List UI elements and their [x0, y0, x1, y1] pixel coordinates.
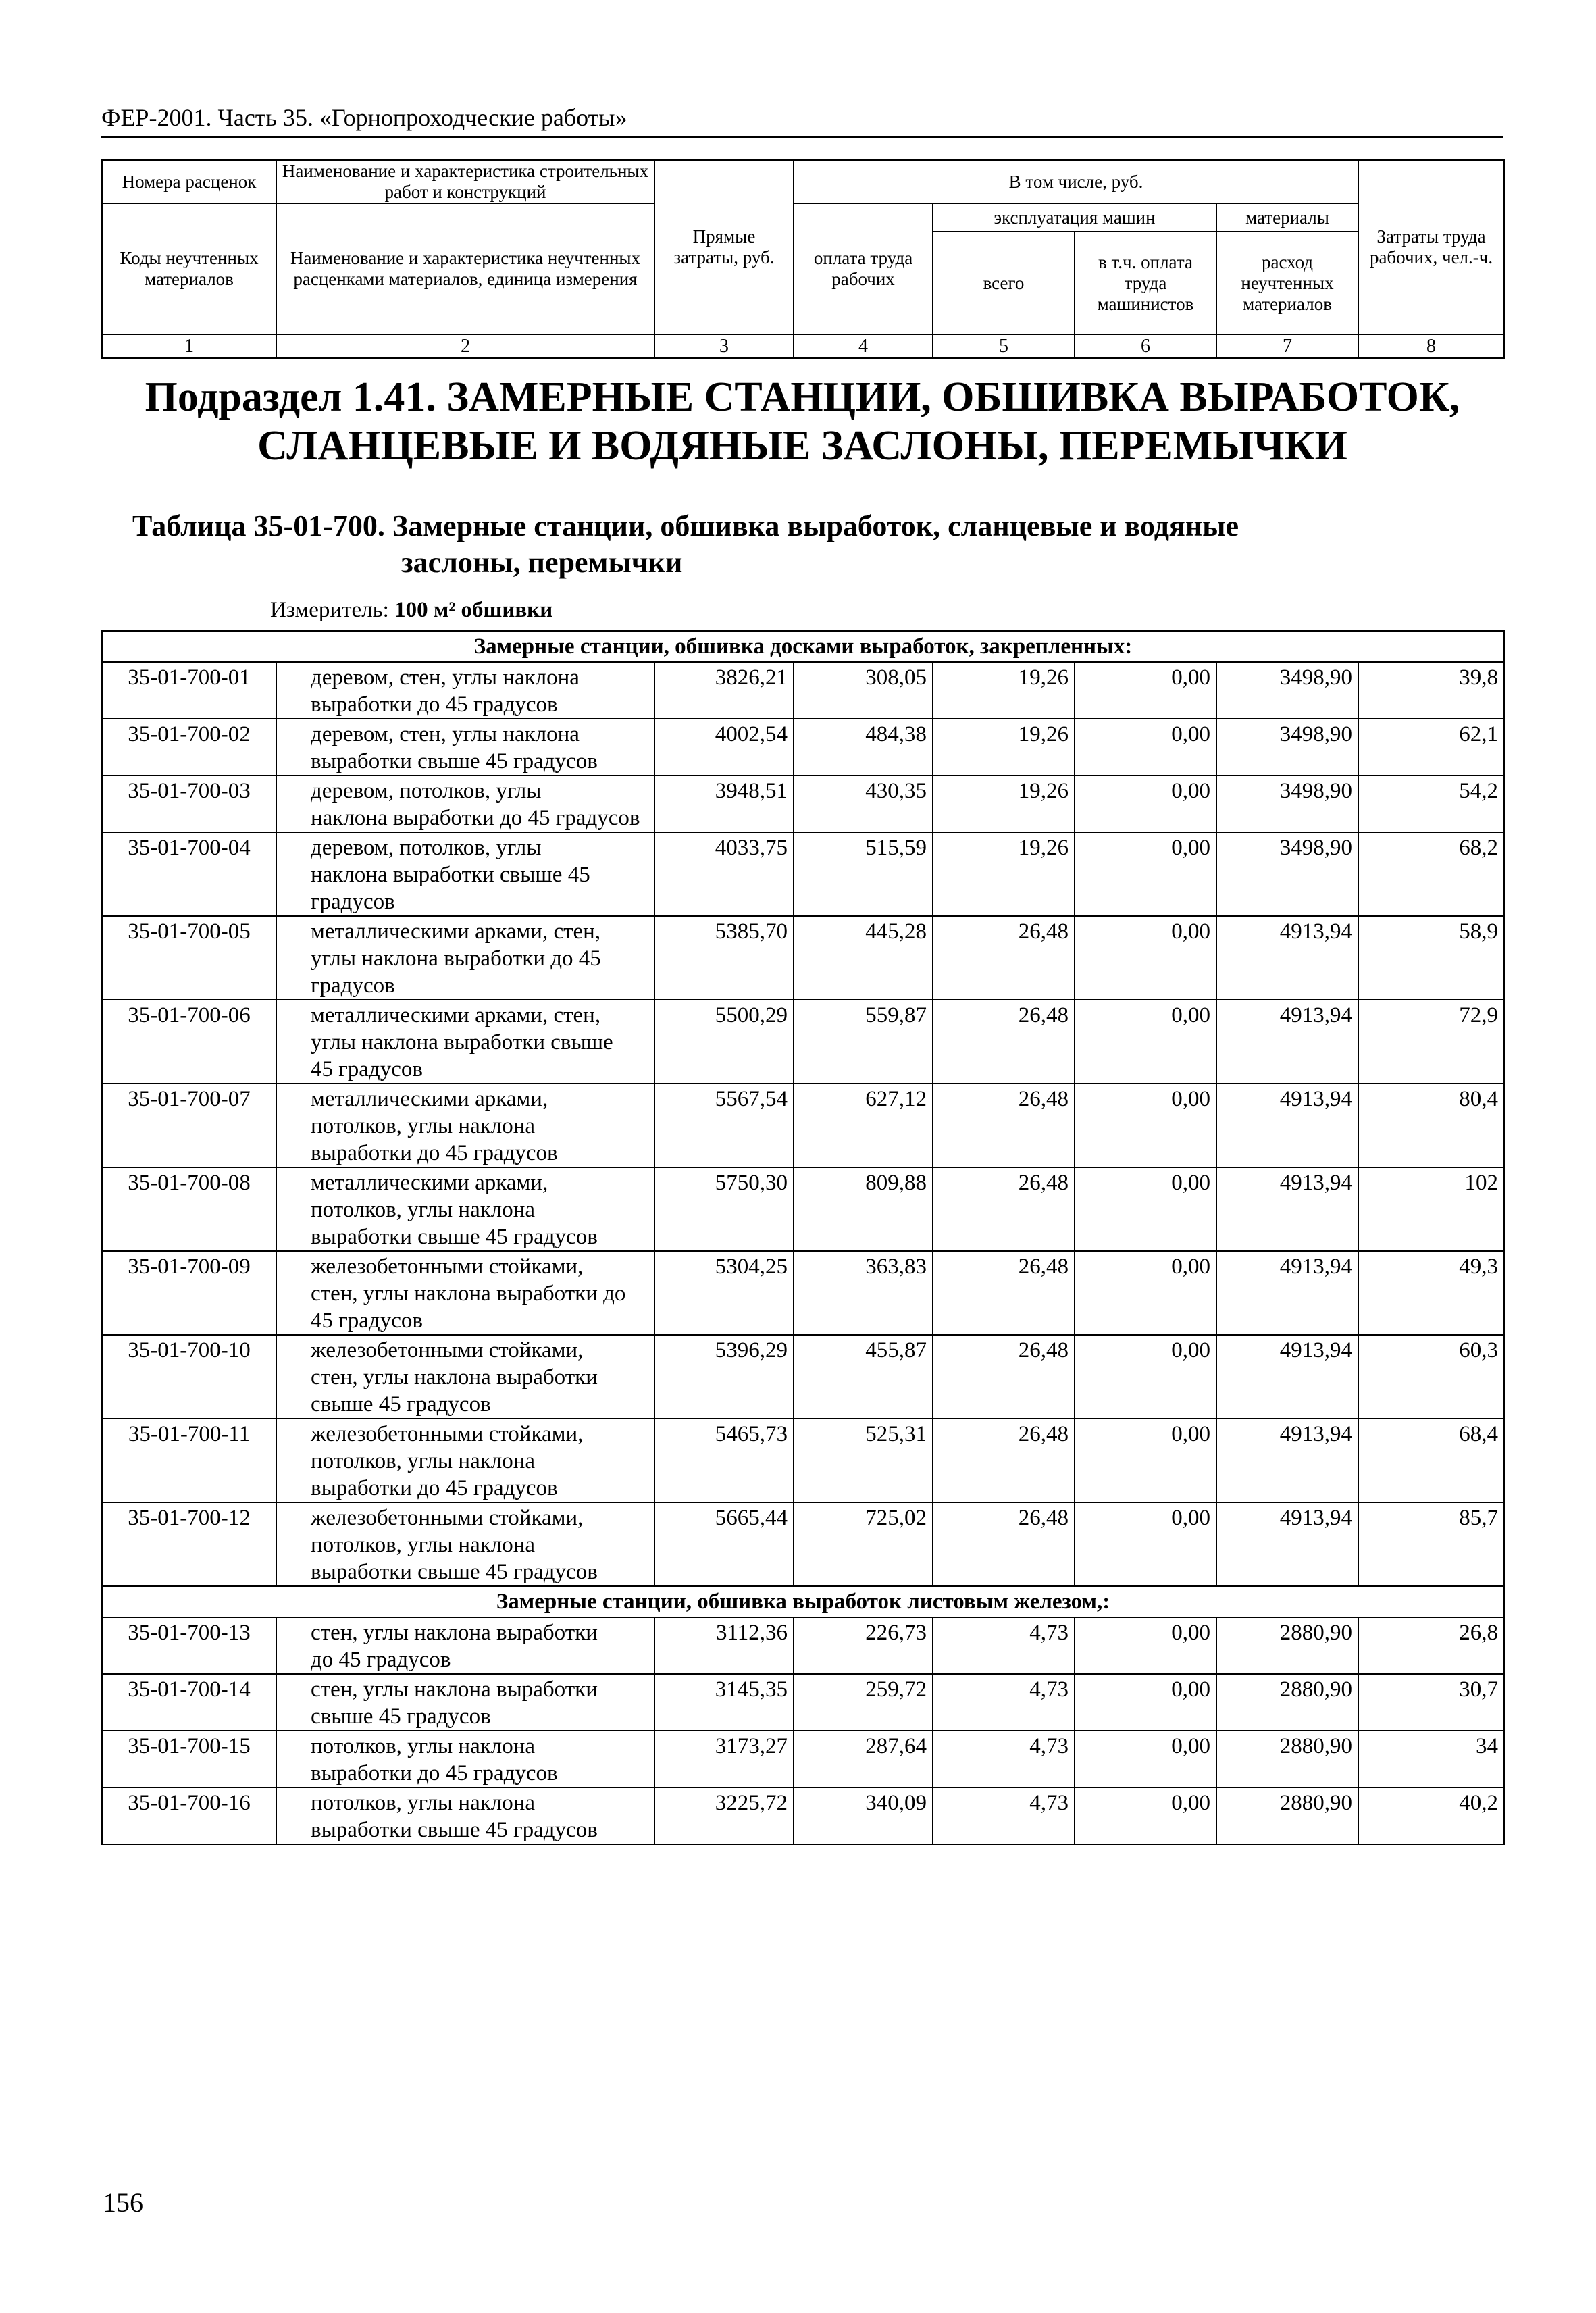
- description-line: выработки до 45 градусов: [311, 692, 558, 717]
- group-title: Замерные станции, обшивка досками выработок, закрепленных:: [102, 631, 1504, 662]
- description-line: металлическими арками, стен,: [311, 1003, 601, 1027]
- description-line: металлическими арками, стен,: [311, 919, 601, 944]
- materials-cost: 2880,90: [1216, 1617, 1358, 1674]
- labor-hours: 68,2: [1358, 832, 1504, 916]
- machine-total: 19,26: [933, 719, 1075, 776]
- description-line: стен, углы наклона выработки: [311, 1677, 598, 1702]
- rate-description: [276, 1419, 654, 1502]
- unit-of-measure: [270, 594, 552, 626]
- header-operator-pay: в т.ч. оплата труда машинистов: [1075, 232, 1216, 334]
- labor-hours: 39,8: [1358, 662, 1504, 719]
- labor-pay: 809,88: [794, 1167, 933, 1251]
- table-row: [102, 1502, 1504, 1586]
- table-row: [102, 916, 1504, 1000]
- rate-description: [276, 662, 654, 719]
- description-line: деревом, стен, углы наклона: [311, 665, 580, 690]
- labor-hours: 58,9: [1358, 916, 1504, 1000]
- rate-code: 35-01-700-12: [102, 1502, 276, 1586]
- description-line: свыше 45 градусов: [311, 1704, 491, 1729]
- description-line: выработки до 45 градусов: [311, 1141, 558, 1165]
- direct-costs: 5465,73: [654, 1419, 794, 1502]
- rate-description: [276, 1787, 654, 1844]
- operator-pay: 0,00: [1075, 916, 1216, 1000]
- column-header-table: [101, 159, 1505, 359]
- materials-cost: 4913,94: [1216, 1502, 1358, 1586]
- rate-description: [276, 1251, 654, 1335]
- labor-hours: 85,7: [1358, 1502, 1504, 1586]
- description-line: до 45 градусов: [311, 1648, 451, 1672]
- table-row: [102, 1251, 1504, 1335]
- materials-cost: 4913,94: [1216, 1251, 1358, 1335]
- rate-description: [276, 776, 654, 832]
- rate-description: [276, 1674, 654, 1731]
- direct-costs: 5304,25: [654, 1251, 794, 1335]
- materials-cost: 2880,90: [1216, 1674, 1358, 1731]
- description-line: стен, углы наклона выработки до: [311, 1281, 626, 1306]
- rate-description: [276, 1167, 654, 1251]
- labor-pay: 445,28: [794, 916, 933, 1000]
- description-line: стен, углы наклона выработки: [311, 1621, 598, 1645]
- description-line: 45 градусов: [311, 1308, 423, 1333]
- table-row: [102, 1167, 1504, 1251]
- labor-hours: 30,7: [1358, 1674, 1504, 1731]
- labor-pay: 430,35: [794, 776, 933, 832]
- materials-cost: 2880,90: [1216, 1731, 1358, 1787]
- operator-pay: 0,00: [1075, 1731, 1216, 1787]
- description-line: потолков, углы наклона: [311, 1734, 536, 1758]
- direct-costs: 4002,54: [654, 719, 794, 776]
- materials-cost: 4913,94: [1216, 1000, 1358, 1084]
- labor-pay: 259,72: [794, 1674, 933, 1731]
- operator-pay: 0,00: [1075, 1251, 1216, 1335]
- operator-pay: 0,00: [1075, 1617, 1216, 1674]
- materials-cost: 2880,90: [1216, 1787, 1358, 1844]
- description-line: наклона выработки до 45 градусов: [311, 806, 640, 830]
- rate-code: 35-01-700-07: [102, 1084, 276, 1167]
- section-title: [101, 373, 1503, 470]
- table-row: [102, 1000, 1504, 1084]
- column-number: 4: [794, 334, 933, 358]
- labor-pay: 363,83: [794, 1251, 933, 1335]
- labor-hours: 40,2: [1358, 1787, 1504, 1844]
- labor-pay: 627,12: [794, 1084, 933, 1167]
- description-line: потолков, углы наклона: [311, 1198, 536, 1222]
- operator-pay: 0,00: [1075, 662, 1216, 719]
- rate-code: 35-01-700-14: [102, 1674, 276, 1731]
- direct-costs: 5750,30: [654, 1167, 794, 1251]
- materials-cost: 3498,90: [1216, 662, 1358, 719]
- rate-code: 35-01-700-08: [102, 1167, 276, 1251]
- machine-total: 26,48: [933, 1419, 1075, 1502]
- group-title: Замерные станции, обшивка выработок листовым железом,:: [102, 1586, 1504, 1617]
- machine-total: 4,73: [933, 1731, 1075, 1787]
- description-line: железобетонными стойками,: [311, 1506, 584, 1530]
- description-line: выработки свыше 45 градусов: [311, 1818, 598, 1842]
- table-row: [102, 662, 1504, 719]
- rate-description: [276, 1617, 654, 1674]
- direct-costs: 3173,27: [654, 1731, 794, 1787]
- description-line: потолков, углы наклона: [311, 1791, 536, 1815]
- description-line: железобетонными стойками,: [311, 1338, 584, 1363]
- operator-pay: 0,00: [1075, 1419, 1216, 1502]
- operator-pay: 0,00: [1075, 776, 1216, 832]
- operator-pay: 0,00: [1075, 832, 1216, 916]
- group-header-row: [102, 1586, 1504, 1617]
- machine-total: 26,48: [933, 1084, 1075, 1167]
- materials-cost: 4913,94: [1216, 1419, 1358, 1502]
- header-materials: материалы: [1216, 203, 1358, 232]
- direct-costs: 5665,44: [654, 1502, 794, 1586]
- header-material-name: Наименование и характеристика неучтенных расценками материалов, единица измерения: [276, 203, 654, 334]
- header-rate-number: Номера расценок: [102, 160, 276, 203]
- operator-pay: 0,00: [1075, 1335, 1216, 1419]
- operator-pay: 0,00: [1075, 719, 1216, 776]
- rate-description: [276, 1502, 654, 1586]
- header-codes: Коды неучтенных материалов: [102, 203, 276, 334]
- operator-pay: 0,00: [1075, 1084, 1216, 1167]
- rate-code: 35-01-700-13: [102, 1617, 276, 1674]
- rate-code: 35-01-700-11: [102, 1419, 276, 1502]
- machine-total: 4,73: [933, 1787, 1075, 1844]
- unit-label: Измеритель:: [270, 598, 389, 622]
- machine-total: 4,73: [933, 1674, 1075, 1731]
- direct-costs: 3948,51: [654, 776, 794, 832]
- description-line: деревом, потолков, углы: [311, 836, 542, 860]
- header-including: В том числе, руб.: [794, 160, 1358, 203]
- rate-code: 35-01-700-04: [102, 832, 276, 916]
- table-row: [102, 1674, 1504, 1731]
- description-line: выработки свыше 45 градусов: [311, 749, 598, 773]
- description-line: металлическими арками,: [311, 1171, 548, 1195]
- description-line: углы наклона выработки до 45: [311, 946, 601, 971]
- description-line: железобетонными стойками,: [311, 1422, 584, 1446]
- rate-code: 35-01-700-01: [102, 662, 276, 719]
- table-row: [102, 832, 1504, 916]
- header-work-name: Наименование и характеристика строительных работ и конструкций: [276, 160, 654, 203]
- materials-cost: 3498,90: [1216, 832, 1358, 916]
- labor-pay: 340,09: [794, 1787, 933, 1844]
- description-line: выработки до 45 градусов: [311, 1761, 558, 1785]
- column-number: 6: [1075, 334, 1216, 358]
- materials-cost: 4913,94: [1216, 1167, 1358, 1251]
- labor-hours: 26,8: [1358, 1617, 1504, 1674]
- operator-pay: 0,00: [1075, 1502, 1216, 1586]
- rate-code: 35-01-700-05: [102, 916, 276, 1000]
- machine-total: 4,73: [933, 1617, 1075, 1674]
- table-row: [102, 1419, 1504, 1502]
- rate-description: [276, 1000, 654, 1084]
- rate-code: 35-01-700-10: [102, 1335, 276, 1419]
- rate-code: 35-01-700-06: [102, 1000, 276, 1084]
- rate-description: [276, 719, 654, 776]
- operator-pay: 0,00: [1075, 1000, 1216, 1084]
- direct-costs: 3145,35: [654, 1674, 794, 1731]
- table-row: [102, 1084, 1504, 1167]
- description-line: деревом, потолков, углы: [311, 779, 542, 803]
- rate-code: 35-01-700-03: [102, 776, 276, 832]
- direct-costs: 5396,29: [654, 1335, 794, 1419]
- table-row: [102, 776, 1504, 832]
- machine-total: 26,48: [933, 1502, 1075, 1586]
- machine-total: 26,48: [933, 1167, 1075, 1251]
- header-labor-costs: Затраты труда рабочих, чел.-ч.: [1358, 160, 1504, 334]
- materials-cost: 4913,94: [1216, 1084, 1358, 1167]
- operator-pay: 0,00: [1075, 1787, 1216, 1844]
- description-line: выработки до 45 градусов: [311, 1476, 558, 1500]
- labor-hours: 60,3: [1358, 1335, 1504, 1419]
- table-row: [102, 719, 1504, 776]
- column-number: 2: [276, 334, 654, 358]
- page-header: ФЕР-2001. Часть 35. «Горнопроходческие работы»: [101, 104, 627, 131]
- labor-pay: 287,64: [794, 1731, 933, 1787]
- materials-cost: 3498,90: [1216, 719, 1358, 776]
- header-machine-total: всего: [933, 232, 1075, 334]
- description-line: потолков, углы наклона: [311, 1533, 536, 1557]
- description-line: градусов: [311, 973, 395, 998]
- rate-description: [276, 832, 654, 916]
- table-row: [102, 1335, 1504, 1419]
- section-title-line: СЛАНЦЕВЫЕ И ВОДЯНЫЕ ЗАСЛОНЫ, ПЕРЕМЫЧКИ: [257, 423, 1347, 469]
- machine-total: 19,26: [933, 662, 1075, 719]
- direct-costs: 3112,36: [654, 1617, 794, 1674]
- page-number: 156: [103, 2187, 143, 2218]
- rate-code: 35-01-700-02: [102, 719, 276, 776]
- labor-hours: 34: [1358, 1731, 1504, 1787]
- materials-cost: 3498,90: [1216, 776, 1358, 832]
- labor-hours: 68,4: [1358, 1419, 1504, 1502]
- labor-hours: 54,2: [1358, 776, 1504, 832]
- machine-total: 19,26: [933, 776, 1075, 832]
- labor-pay: 308,05: [794, 662, 933, 719]
- direct-costs: 4033,75: [654, 832, 794, 916]
- header-machine-operation: эксплуатация машин: [933, 203, 1216, 232]
- labor-hours: 80,4: [1358, 1084, 1504, 1167]
- labor-pay: 226,73: [794, 1617, 933, 1674]
- rate-code: 35-01-700-15: [102, 1731, 276, 1787]
- rate-code: 35-01-700-16: [102, 1787, 276, 1844]
- column-number: 8: [1358, 334, 1504, 358]
- description-line: стен, углы наклона выработки: [311, 1365, 598, 1390]
- description-line: 45 градусов: [311, 1057, 423, 1082]
- operator-pay: 0,00: [1075, 1167, 1216, 1251]
- rate-code: 35-01-700-09: [102, 1251, 276, 1335]
- table-row: [102, 1787, 1504, 1844]
- machine-total: 26,48: [933, 1335, 1075, 1419]
- description-line: свыше 45 градусов: [311, 1392, 491, 1417]
- labor-pay: 559,87: [794, 1000, 933, 1084]
- labor-pay: 725,02: [794, 1502, 933, 1586]
- header-divider: [101, 136, 1503, 138]
- description-line: углы наклона выработки свыше: [311, 1030, 613, 1054]
- rate-description: [276, 916, 654, 1000]
- direct-costs: 5385,70: [654, 916, 794, 1000]
- table-row: [102, 1617, 1504, 1674]
- rate-description: [276, 1335, 654, 1419]
- description-line: выработки свыше 45 градусов: [311, 1560, 598, 1584]
- labor-pay: 525,31: [794, 1419, 933, 1502]
- table-title-line: Замерные станции, обшивка выработок, сланцевые и водяные: [392, 509, 1239, 542]
- labor-hours: 49,3: [1358, 1251, 1504, 1335]
- machine-total: 26,48: [933, 916, 1075, 1000]
- unit-value: 100 м² обшивки: [394, 598, 553, 622]
- description-line: потолков, углы наклона: [311, 1449, 536, 1473]
- description-line: железобетонными стойками,: [311, 1254, 584, 1279]
- table-code: Таблица 35-01-700.: [132, 509, 385, 542]
- rates-table: [101, 630, 1505, 1845]
- description-line: деревом, стен, углы наклона: [311, 722, 580, 746]
- column-number: 7: [1216, 334, 1358, 358]
- labor-hours: 62,1: [1358, 719, 1504, 776]
- header-direct-costs: Прямые затраты, руб.: [654, 160, 794, 334]
- section-title-line: Подраздел 1.41. ЗАМЕРНЫЕ СТАНЦИИ, ОБШИВКА ВЫРАБОТОК,: [145, 374, 1460, 420]
- direct-costs: 5500,29: [654, 1000, 794, 1084]
- materials-cost: 4913,94: [1216, 916, 1358, 1000]
- direct-costs: 3826,21: [654, 662, 794, 719]
- machine-total: 19,26: [933, 832, 1075, 916]
- description-line: градусов: [311, 890, 395, 914]
- column-number: 1: [102, 334, 276, 358]
- direct-costs: 3225,72: [654, 1787, 794, 1844]
- labor-pay: 515,59: [794, 832, 933, 916]
- labor-hours: 102: [1358, 1167, 1504, 1251]
- description-line: потолков, углы наклона: [311, 1114, 536, 1138]
- machine-total: 26,48: [933, 1000, 1075, 1084]
- labor-pay: 455,87: [794, 1335, 933, 1419]
- header-materials-sub: расход неучтенных материалов: [1216, 232, 1358, 334]
- operator-pay: 0,00: [1075, 1674, 1216, 1731]
- labor-hours: 72,9: [1358, 1000, 1504, 1084]
- rate-description: [276, 1084, 654, 1167]
- table-row: [102, 1731, 1504, 1787]
- machine-total: 26,48: [933, 1251, 1075, 1335]
- description-line: наклона выработки свыше 45: [311, 863, 590, 887]
- header-labor-pay: оплата труда рабочих: [794, 203, 933, 334]
- description-line: выработки свыше 45 градусов: [311, 1225, 598, 1249]
- table-title-line: заслоны, перемычки: [401, 546, 683, 579]
- rate-description: [276, 1731, 654, 1787]
- materials-cost: 4913,94: [1216, 1335, 1358, 1419]
- labor-pay: 484,38: [794, 719, 933, 776]
- table-title: [132, 508, 1416, 581]
- description-line: металлическими арками,: [311, 1087, 548, 1111]
- column-number: 5: [933, 334, 1075, 358]
- column-number: 3: [654, 334, 794, 358]
- group-header-row: [102, 631, 1504, 662]
- direct-costs: 5567,54: [654, 1084, 794, 1167]
